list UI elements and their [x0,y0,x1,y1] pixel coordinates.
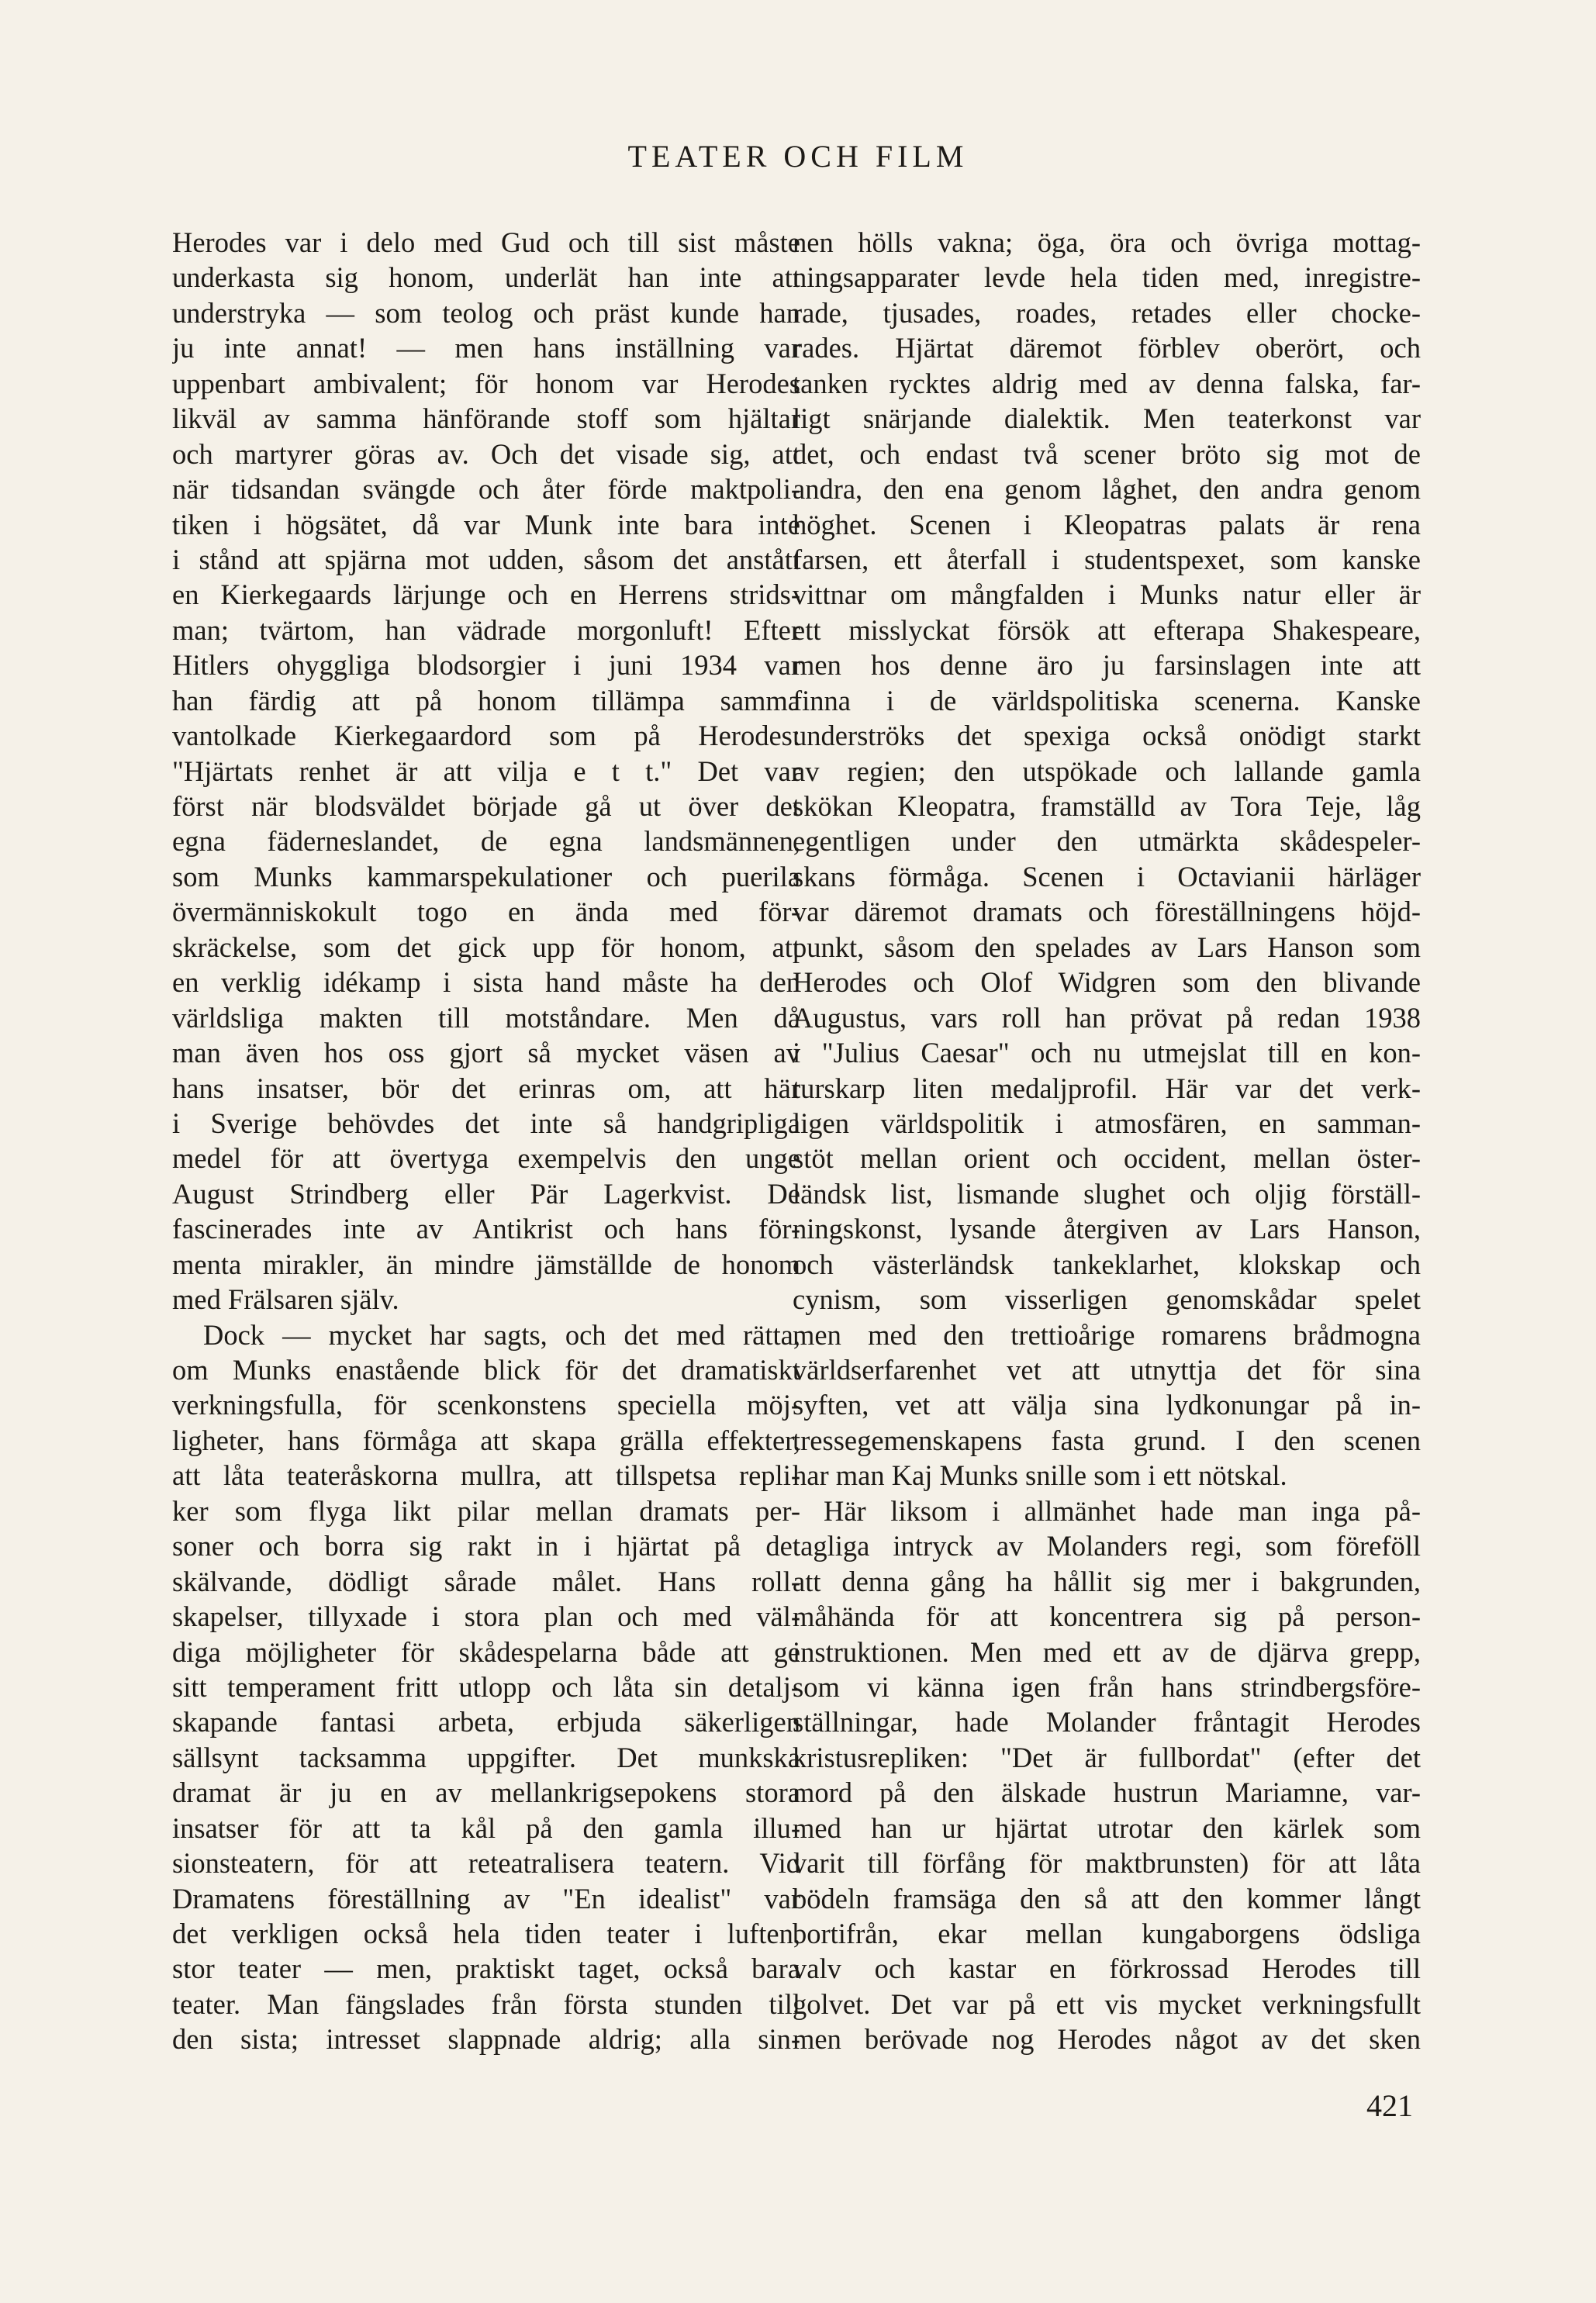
text-line: ju inte annat! — men hans inställning var [172,332,800,364]
text-line: stöt mellan orient och occident, mellan öster- [793,1142,1421,1175]
text-line: Herodes och Olof Widgren som den blivande [793,966,1421,999]
text-line: cynism, som visserligen genomskådar spelet [793,1283,1421,1316]
text-line: i Sverige behövdes det inte så handgripliga [172,1107,800,1139]
text-line: ker som flyga likt pilar mellan dramats per- [172,1494,800,1527]
text-line: varit till förfång för maktbrunsten) för att låta [793,1847,1421,1880]
text-line: men hos denne äro ju farsinslagen inte att [793,649,1421,682]
text-line: det verkligen också hela tiden teater i luften, [172,1918,800,1949]
text-line: ligheter, hans förmåga att skapa grälla effekter, [172,1424,800,1456]
text-line: mord på den älskade hustrun Mariamne, var- [793,1776,1421,1809]
text-line: turskarp liten medaljprofil. Här var det verk- [793,1072,1421,1104]
text-line: ställningar, hade Molander fråntagit Herodes [793,1706,1421,1738]
text-line: sitt temperament fritt utlopp och låta sin detalj- [172,1670,800,1703]
text-line: punkt, såsom den spelades av Lars Hanson som [793,931,1421,963]
text-line: "Hjärtats renhet är att vilja e t t." Det var [172,754,800,787]
text-line: skans förmåga. Scenen i Octavianii härläger [793,860,1421,893]
text-line: man; tvärtom, han vädrade morgonluft! Efter [172,613,800,646]
text-line: det, och endast två scener bröto sig mot de [793,437,1421,470]
text-line: fascinerades inte av Antikrist och hans för- [172,1213,800,1245]
text-line: som vi känna igen från hans strindbergsföre- [793,1670,1421,1703]
text-line: men berövade nog Herodes något av det sken [793,2023,1421,2056]
text-line: skapande fantasi arbeta, erbjuda säkerligen [172,1706,800,1738]
text-line: måhända för att koncentrera sig på person- [793,1600,1421,1633]
text-line: ningskonst, lysande återgiven av Lars Hanson, [793,1213,1421,1245]
text-line: skökan Kleopatra, framställd av Tora Teje, låg [793,790,1421,822]
text-line: man även hos oss gjort så mycket väsen av [172,1037,800,1069]
text-line: med Frälsaren själv. [172,1283,399,1316]
text-line: Augustus, vars roll han prövat på redan 1938 [793,1001,1421,1034]
text-line: verkningsfulla, för scenkonstens speciella möj- [172,1389,800,1421]
text-line: valv och kastar en förkrossad Herodes till [793,1953,1421,1985]
text-line: sällsynt tacksamma uppgifter. Det munkska [172,1741,800,1773]
text-line: medel för att övertyga exempelvis den unge [172,1142,800,1175]
text-line: tressegemenskapens fasta grund. I den scenen [793,1424,1421,1456]
text-line: uppenbart ambivalent; för honom var Herodes [172,367,800,399]
text-line: egentligen under den utmärkta skådespeler- [793,825,1421,858]
running-header: TEATER OCH FILM [627,139,969,174]
text-line: sionsteatern, för att reteatralisera teatern. Vid [172,1847,800,1880]
text-line: Här liksom i allmänhet hade man inga på- [824,1494,1421,1527]
text-line: att låta teateråskorna mullra, att tillspetsa repli- [172,1459,800,1492]
text-line: menta mirakler, än mindre jämställde de honom [172,1248,800,1280]
text-line: den sista; intresset slappnade aldrig; alla sin- [172,2023,800,2056]
text-line: men med den trettioårige romarens brådmogna [793,1318,1421,1351]
text-line: övermänniskokult togo en ända med för- [172,896,800,928]
text-line: skräckelse, som det gick upp för honom, att [172,931,800,963]
text-line: golvet. Det var på ett vis mycket verkningsfullt [793,1987,1421,2020]
text-line: var däremot dramats och föreställningens höjd- [793,896,1421,928]
text-line: likväl av samma hänförande stoff som hjältar [172,402,800,435]
text-line: höghet. Scenen i Kleopatras palats är rena [793,508,1421,540]
text-line: världserfarenhet vet att utnyttja det för sina [793,1354,1421,1386]
text-line: först när blodsväldet började gå ut över det [172,790,800,822]
text-line: understryka — som teolog och präst kunde han [172,296,800,329]
text-line: av regien; den utspökade och lallande gamla [793,754,1421,787]
text-line: skapelser, tillyxade i stora plan och med väl- [172,1600,800,1633]
text-line: tiken i högsätet, då var Munk inte bara inte [172,508,800,540]
text-line: underströks det spexiga också onödigt starkt [793,720,1421,752]
text-line: som Munks kammarspekulationer och puerila [172,860,800,893]
text-line: finna i de världspolitiska scenerna. Kanske [793,684,1421,716]
text-line: ligt snärjande dialektik. Men teaterkonst var [793,402,1421,435]
text-line: med han ur hjärtat utrotar den kärlek som [793,1811,1421,1844]
text-line: kristusrepliken: "Det är fullbordat" (efter det [793,1741,1421,1773]
text-line: Hitlers ohyggliga blodsorgier i juni 1934 var [172,649,800,682]
text-line: farsen, ett återfall i studentspexet, som kanske [793,543,1421,575]
text-line: Herodes var i delo med Gud och till sist måste [172,226,800,258]
text-line: hans insatser, bör det erinras om, att här [172,1072,800,1104]
text-line: en Kierkegaards lärjunge och en Herrens strids- [172,578,800,611]
text-column-right [793,225,1421,2057]
text-line: och martyrer göras av. Och det visade sig, att [172,437,800,470]
text-line: egna fäderneslandet, de egna landsmännen, [172,825,800,858]
text-line: Dramatens föreställning av "En idealist" var [172,1882,800,1915]
text-line: rades. Hjärtat däremot förblev oberört, och [793,332,1421,364]
text-line: nen hölls vakna; öga, öra och övriga mottag- [793,226,1421,258]
text-line: att denna gång ha hållit sig mer i bakgrunden, [793,1565,1421,1597]
text-line: syften, vet att välja sina lydkonungar på in- [793,1389,1421,1421]
text-line: han färdig att på honom tillämpa samma [172,684,800,716]
text-line: ett misslyckat försök att efterapa Shakespeare, [793,613,1421,646]
page-number: 421 [1366,2088,1413,2123]
text-line: andra, den ena genom låghet, den andra genom [793,473,1421,506]
text-line: rade, tjusades, roades, retades eller chocke- [793,296,1421,329]
text-line: ländsk list, lismande slughet och oljig förställ- [793,1177,1421,1210]
text-line: ningsapparater levde hela tiden med, inregistre- [793,261,1421,294]
text-line: bortifrån, ekar mellan kungaborgens ödsliga [793,1918,1421,1949]
text-line: soner och borra sig rakt in i hjärtat på det [172,1530,800,1562]
text-line: tagliga intryck av Molanders regi, som föreföll [793,1530,1421,1562]
text-line: skälvande, dödligt sårade målet. Hans roll- [172,1565,800,1597]
text-line: underkasta sig honom, underlät han inte att [172,261,800,294]
text-line: tanken rycktes aldrig med av denna falska, far- [793,367,1421,399]
text-line: Dock — mycket har sagts, och det med rätta, [203,1318,800,1351]
text-line: när tidsandan svängde och åter förde maktpoli- [172,473,800,506]
text-line: i stånd att spjärna mot udden, såsom det anstått [172,543,800,575]
text-line: vittnar om mångfalden i Munks natur eller är [793,578,1421,611]
text-line: bödeln framsäga den så att den kommer långt [793,1882,1421,1915]
text-line: dramat är ju en av mellankrigsepokens stora [172,1776,800,1809]
text-line: insatser för att ta kål på den gamla illu- [172,1811,800,1844]
text-line: instruktionen. Men med ett av de djärva grepp, [793,1635,1421,1668]
text-line: diga möjligheter för skådespelarna både att ge [172,1635,800,1668]
text-line: om Munks enastående blick för det dramatiskt [172,1354,800,1386]
text-line: ligen världspolitik i atmosfären, en samman- [793,1107,1421,1139]
text-line: August Strindberg eller Pär Lagerkvist. De [172,1177,800,1210]
text-line: i "Julius Caesar" och nu utmejslat till en kon- [793,1037,1421,1069]
text-line: teater. Man fängslades från första stunden till [172,1987,800,2020]
text-line: och västerländsk tankeklarhet, klokskap och [793,1248,1421,1280]
text-line: har man Kaj Munks snille som i ett nötskal. [793,1459,1287,1492]
text-line: vantolkade Kierkegaardord som på Herodes: [172,720,800,752]
text-line: världsliga makten till motståndare. Men då [172,1001,800,1034]
text-line: en verklig idékamp i sista hand måste ha den [172,966,800,999]
text-column-left [172,225,800,2057]
text-line: stor teater — men, praktiskt taget, också bara [172,1953,800,1985]
